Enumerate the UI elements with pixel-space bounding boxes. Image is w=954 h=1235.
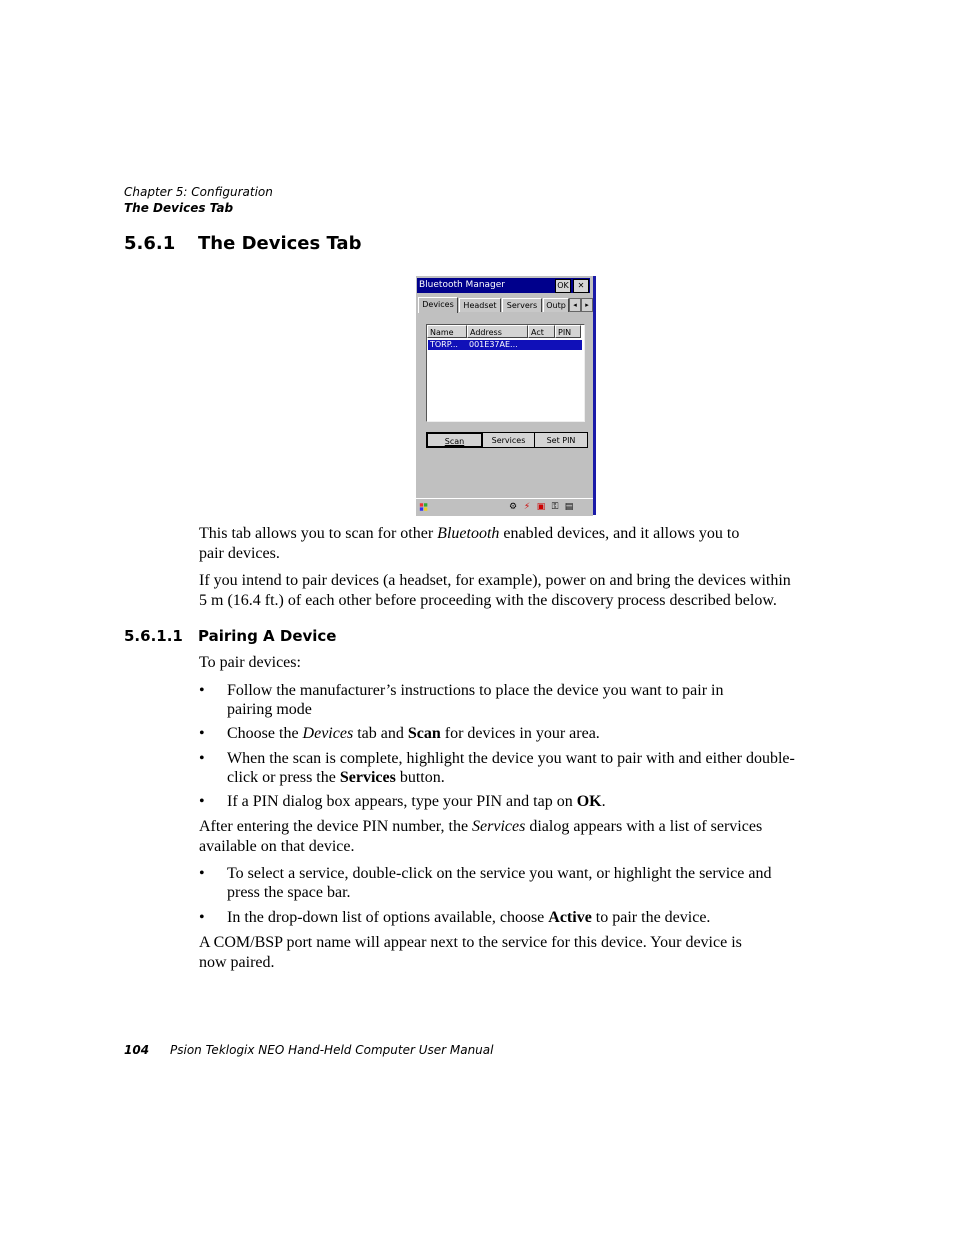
- bullet-glyph: •: [199, 682, 205, 699]
- bullet-glyph: •: [199, 750, 205, 767]
- text-run: pair devices.: [199, 545, 280, 562]
- bullet-glyph: •: [199, 793, 205, 810]
- status-icon-settings[interactable]: ⚙: [508, 502, 518, 512]
- text-run: Follow the manufacturer’s instructions to place the device you want to pair in: [227, 682, 724, 699]
- manual-title: Psion Teklogix NEO Hand-Held Computer User Manual: [170, 1043, 494, 1057]
- windows-flag-icon[interactable]: [419, 502, 429, 512]
- text-run-bold: OK: [576, 793, 602, 810]
- subsection-heading: [124, 627, 336, 645]
- steps-lead: To pair devices:: [199, 654, 301, 671]
- text-run: click or press the: [227, 769, 340, 786]
- text-run: After entering the device PIN number, the: [199, 818, 473, 835]
- tab-scroll-right-icon[interactable]: ▸: [581, 298, 593, 312]
- status-icon-power[interactable]: ⚡: [523, 502, 531, 512]
- intro-paragraph-2: [199, 571, 819, 611]
- subsection-title: Pairing A Device: [198, 627, 337, 645]
- device-row-address: 001E37AE...: [469, 340, 518, 349]
- text-run: tab and: [353, 725, 408, 742]
- subsection-number: 5.6.1.1: [124, 627, 183, 645]
- text-run-bold: Scan: [407, 725, 441, 742]
- device-row-name: TORP...: [430, 340, 458, 349]
- text-run: to pair the device.: [591, 909, 711, 926]
- device-list[interactable]: [426, 324, 585, 422]
- text-run: pairing mode: [227, 701, 312, 718]
- column-header-name[interactable]: Name: [427, 325, 467, 338]
- ok-button[interactable]: OK: [555, 279, 571, 293]
- services-button[interactable]: Services: [482, 432, 535, 448]
- text-run: button.: [395, 769, 445, 786]
- text-run: A COM/BSP port name will appear next to the service for this device. Your device is: [199, 934, 742, 951]
- text-run: dialog appears with a list of services: [525, 818, 763, 835]
- text-run-bold: Active: [548, 909, 592, 926]
- section-heading: [124, 233, 361, 254]
- text-run: now paired.: [199, 954, 275, 971]
- text-run: for devices in your area.: [440, 725, 600, 742]
- text-run: press the space bar.: [227, 884, 351, 901]
- list-item: [199, 908, 819, 927]
- tab-scroll-left-icon[interactable]: ◂: [569, 298, 581, 312]
- status-icon-connection[interactable]: ▣: [536, 502, 546, 512]
- section-title: The Devices Tab: [198, 233, 362, 254]
- close-icon[interactable]: ✕: [573, 279, 589, 293]
- bullet-glyph: •: [199, 725, 205, 742]
- text-run: To select a service, double-click on the service you want, or highlight the service and: [227, 865, 772, 882]
- text-run: Choose the: [227, 725, 303, 742]
- device-row[interactable]: [428, 340, 582, 350]
- text-run-italic: Devices: [302, 725, 354, 742]
- text-run: enabled devices, and it allows you to: [499, 525, 740, 542]
- tab-servers[interactable]: Servers: [502, 298, 542, 312]
- taskbar: [416, 498, 593, 516]
- running-header-section: The Devices Tab: [124, 201, 234, 215]
- tab-headset[interactable]: Headset: [459, 298, 501, 312]
- bluetooth-manager-screenshot: [416, 276, 596, 515]
- intro-paragraph-1: [199, 524, 819, 564]
- text-run: In the drop-down list of options available, choose: [227, 909, 549, 926]
- window-titlebar: [417, 278, 590, 293]
- column-header-address[interactable]: Address: [467, 325, 528, 338]
- list-item: [199, 724, 819, 743]
- list-item: [199, 792, 819, 811]
- scan-button[interactable]: Scan: [426, 432, 483, 448]
- text-run: If you intend to pair devices (a headset, for example), power on and bring the devices within: [199, 572, 791, 589]
- text-run: .: [601, 793, 606, 810]
- column-header-act[interactable]: Act: [528, 325, 555, 338]
- final-paragraph: [199, 933, 819, 973]
- set-pin-button[interactable]: Set PIN: [534, 432, 588, 448]
- text-run-italic: Bluetooth: [437, 525, 500, 542]
- text-run: available on that device.: [199, 838, 355, 855]
- list-item: [199, 681, 819, 719]
- tab-output[interactable]: Outp: [543, 298, 569, 312]
- bullet-glyph: •: [199, 909, 205, 926]
- after-paragraph: [199, 817, 819, 857]
- text-run: 5 m (16.4 ft.) of each other before proceeding with the discovery process described below.: [199, 592, 777, 609]
- column-header-pin[interactable]: PIN: [555, 325, 581, 338]
- page-footer: [124, 1043, 493, 1057]
- page-number: 104: [124, 1043, 150, 1057]
- bullet-glyph: •: [199, 865, 205, 882]
- list-item: [199, 864, 819, 902]
- window-title: Bluetooth Manager: [419, 280, 506, 290]
- text-run: When the scan is complete, highlight the device you want to pair with and either double-: [227, 750, 795, 767]
- text-run: If a PIN dialog box appears, type your PIN and tap on: [227, 793, 577, 810]
- running-header-chapter: Chapter 5: Configuration: [124, 185, 273, 199]
- text-run-italic: Services: [472, 818, 526, 835]
- text-run-bold: Services: [339, 769, 396, 786]
- section-number: 5.6.1: [124, 233, 176, 254]
- list-item: [199, 749, 819, 787]
- tab-strip: [418, 297, 592, 312]
- status-icon-input[interactable]: ▤: [564, 502, 574, 512]
- tab-devices[interactable]: Devices: [418, 297, 458, 313]
- text-run: This tab allows you to scan for other: [199, 525, 438, 542]
- status-icon-keyboard[interactable]: ⚿: [551, 502, 559, 512]
